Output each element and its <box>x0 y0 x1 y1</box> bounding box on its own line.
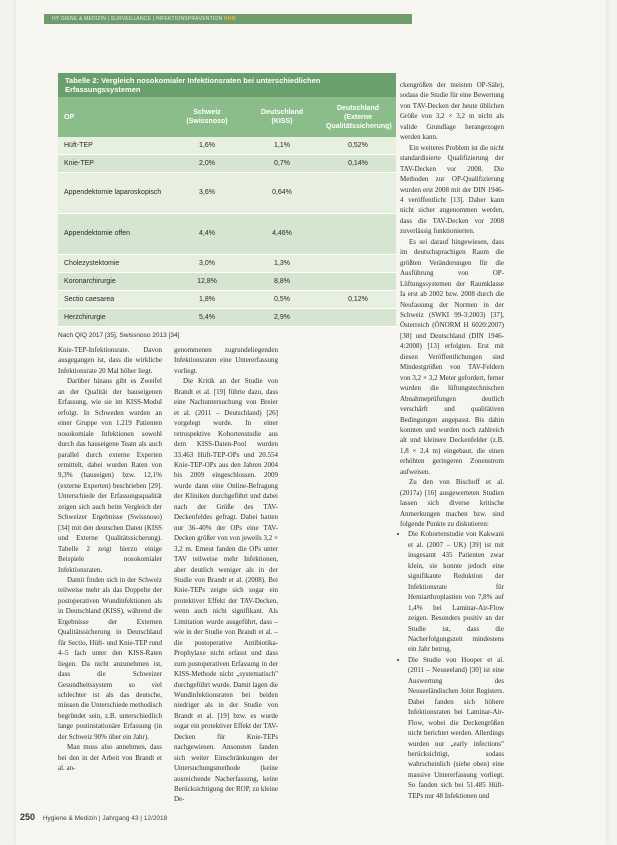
paragraph: Es sei darauf hingewiesen, dass im deutschsprachigen Raum die größten Veränderungen für die Ausführung von OP-Lüftungssystemen der Raumklasse Ia erst ab 2002 bzw. 2008 durch die Neufassung der Normen in der Schweiz (SWKI 99-3:2003) [37], Österreich (ÖNORM H 6020:2007) [38] und Deutschland (DIN 1946-4:2008) [13] erfolgten. Erst mit diesen Veröffentlichungen sind Mindestgrößen von TAV-Feldern von 3,2 × 3,2 Meter gefordert, ferner wurden die lüftungstechnischen Abnahmeprüfungen deutlich verschärft und qualitätiven Bedingungen angepasst. Bis dahin konnten und wurden noch zahlreich alt und kleinere Deckenfelder (z.B. 1,8 × 2,4 m) eingebaut, die einen erhöhten geringeren Zonenstrom aufweisen. <box>400 237 504 476</box>
paragraph: genommenen zugrundeliegenden Infektionsraten eine Untererfassung vorliegt. <box>174 346 278 375</box>
cell-ch: 3,6% <box>199 189 215 196</box>
header-strip-text: HY GIENE & MEDIZIN | SURVEILLANCE | INFEKTIONSPRÄVENTION <box>52 16 223 22</box>
journal-info: Hygiene & Medizin | Jahrgang 43 | 12/2018 <box>42 815 168 822</box>
table-row <box>58 137 396 155</box>
cell-kiss: 0,64% <box>272 189 292 196</box>
cell-kiss: 4,46% <box>272 230 292 237</box>
header-strip <box>44 14 412 24</box>
text-column-3 <box>400 80 504 801</box>
col-header-kiss: Deutschland (KISS) <box>260 109 303 125</box>
table-row <box>58 291 396 309</box>
cell-ext <box>320 232 396 236</box>
table-row <box>58 155 396 173</box>
cell-op: Cholezystektomie <box>64 259 120 267</box>
cell-kiss: 0,5% <box>274 295 290 303</box>
table-header <box>58 97 396 137</box>
cell-ext <box>320 280 396 284</box>
table-row <box>58 173 396 214</box>
page-footer <box>20 812 167 822</box>
cell-op: Knie-TEP <box>64 159 94 167</box>
paragraph: Man muss also annehmen, dass bei den in der Arbeit von Brandt et al. an- <box>58 743 162 773</box>
table-body <box>58 137 396 327</box>
cell-ch: 1,6% <box>199 141 215 149</box>
cell-ch: 12,8% <box>197 277 217 285</box>
table-row <box>58 309 396 327</box>
paragraph: ckengrößen der meisten OP-Säle), sodass die Studie für eine Bewertung von TAV-Decken der heute üblichen Größe von 3,2 × 3,2 m nicht als valide Grundlage herangezogen werden kann. <box>400 81 505 142</box>
cell-ext <box>320 316 396 320</box>
paragraph: Zu den von Bischoff et al. (2017a) [16] ausgewerteten Studien lassen sich diverse kritische Anmerkungen machen bzw. sind folgende Punkte zu diskutieren: <box>400 478 504 529</box>
bullet-list <box>400 529 504 801</box>
text-column-1 <box>58 345 162 774</box>
table-row <box>58 273 396 291</box>
table-row <box>58 214 396 255</box>
col-header-op: OP <box>64 113 75 121</box>
cell-op: Herzchirurgie <box>64 313 106 321</box>
table-source-note: Nach QIQ 2017 [35], Swissnoso 2013 [34] <box>58 332 180 339</box>
cell-ch: 5,4% <box>199 313 215 321</box>
col-header-ext: Deutschland (Externe Qualitätssicherung) <box>326 104 392 130</box>
col-header-ch: Schweiz (Swissnoso) <box>186 109 228 125</box>
cell-ext: 0,12% <box>348 295 368 303</box>
cell-ch: 1,8% <box>199 295 215 303</box>
cell-ch: 2,0% <box>199 159 215 167</box>
list-item: • Die Studie von Hooper et al. (2011 – Neuseeland) [30] ist eine Auswertung des Neuseeländischen Joint Registers. Dabei fanden sich höhere Infektionsraten bei Laminar-Air-Flow, wobei die Deckengrößen nicht berichtet werden. Allerdings wurden nur „early infections" berücksichtigt, sodass wahrscheinlich (siehe oben) eine massive Untererfassung vorliegt. So fanden sich bei 51.485 Hüft-TEPs nur 48 Infektionen und <box>408 655 504 801</box>
cell-kiss: 8,8% <box>274 277 290 285</box>
cell-ch: 4,4% <box>199 230 215 237</box>
comparison-table <box>58 73 396 339</box>
cell-op: Appendektomie offen <box>64 230 131 237</box>
table-title: Tabelle 2: Vergleich nosokomialer Infektionsraten bei unterschiedlichen Erfassungssystemen <box>58 73 396 97</box>
cell-kiss: 1,1% <box>274 141 290 149</box>
paragraph: Knie-TEP-Infektionsrate. Davon ausgegangen ist, dass die wirkliche Infektionsrate 20 Mal höher liegt. <box>58 346 162 375</box>
list-item: • Die Kohortenstudie von Kakwani et al. (2007 – UK) [39] ist mit insgesamt 435 Patienten zwar klein, sie konnte jedoch eine signifikante Reduktion der Infektionsrate für Hemiarthroplastien von 7,8% auf 1,4% bei Laminar-Air-Flow zeigen. Besonders positiv an der Studie ist, dass die Nacherfolgungszeit mindestens ein Jahr betrug. <box>408 529 504 654</box>
cell-op: Hüft-TEP <box>64 141 93 149</box>
paragraph: Darüber hinaus gibt es Zweifel an der Qualität der bauseigenen Erfassung, wie sie im KISS-Modul erfolgt. In Schweden wurden an einer Gruppe von 1.219 Patienten nosokomiale Infektionen sowohl durch das hauseigene Team als auch parallel durch externe Experten ermittelt, dabei wurden Raten von 9,3% (hauseigen) bzw. 12,1% (externe Experten) beschrieben [29]. Unterschiede der Erfassungsqualität zeigen sich auch beim Vergleich der Schweizer Ergebnisse (Swissnoso) [34] mit den deutschen Daten (KISS und Externe Qualitätssicherung). Tabelle 2 zeigt hierzu einige Beispiele nosokomialer Infektionsraten. <box>58 377 162 574</box>
cell-op: Appendektomie laparoskopisch <box>64 189 162 196</box>
cell-ext <box>320 262 396 266</box>
cell-kiss: 0,7% <box>274 159 290 167</box>
page-number: 250 <box>20 812 36 822</box>
cell-ch: 3,0% <box>199 259 215 267</box>
paragraph: Damit finden sich in der Schweiz teilweise mehr als das Doppelte der postoperativen Wundinfektionen als in Deutschland (KISS), während die Ergebnisse der Externen Qualitätssicherung in Deutschland für Sectio, Hüft- und Knie-TEP rund 4–5 fach unter den KISS-Raten liegen. Da nicht anzunehmen ist, dass die Schweizer Gesundheitssystem so viel schlechter ist als das deutsche, müssen die Unterschiede methodisch begründet sein, z.B. unterschiedlich lange postinstationäre Erfassung (in der Schweiz 90% über ein Jahr). <box>58 575 163 741</box>
table-row <box>58 255 396 273</box>
cell-ext: 0,14% <box>348 159 368 167</box>
brand-label: HHM <box>223 16 236 22</box>
cell-ext: 0,52% <box>348 141 368 149</box>
cell-kiss: 1,3% <box>274 259 290 267</box>
paragraph: Ein weiteres Problem ist die nicht standardisierte Qualifizierung der TAV-Decken vor 2008. Die Methoden zur OP-Qualifizierung wurden erst 2008 mit der DIN 1946-4 veröffentlicht [13]. Daher kann nicht sicher angenommen werden, dass die TAV-Decken vor 2008 zuverlässig funktionierten. <box>400 143 504 236</box>
cell-op: Sectio caesarea <box>64 295 115 303</box>
text-column-2 <box>174 345 278 805</box>
paragraph: Die Kritik an der Studie von Brandt et al. [19] führte dazu, dass eine Nachuntersuchung von Breier et al. (2011 – Deutschland) [26] vorgelegt wurde. In einer retrospektive Kohortenstudie aus dem KISS-Daten-Pool wurden 33.463 Hüft-TEP-OPs und 20.554 Knie-TEP-OPs aus den Jahren 2004 bis 2009 eingeschlossen. 2009 wurde dann eine Online-Befragung der Kliniken durchgeführt und dabei nach der Größe des TAV-Deckenfeldes gefragt. Dabei hatten nur 36–40% der OPs eine TAV-Decken größer von von jeweils 3,2 × 3,2 m. Erneut fanden die OPs unter TAV teilweise mehr Infektionen, aber deutlich weniger als in der Studie von Brandt et al. (2008). Bei Knie-TEPs zeigte sich sogar ein protektiver Effekt der TAV-Decken, wenn auch nicht signifikant. Als Limitation wurde ausgeführt, dass – wie in der Studie von Brandt et al. – die postoperative Antibiotika-Prophylaxe nicht erfasst und dass zum postoperativen Erfassung in der KISS-Methode nicht „systematisch" durchgeführt wurde. Damit lagen die Wundinfektionsraten bei beiden niedriger als in der Studie von Brandt et al. [19] bzw. es wurde sogar ein protektiver Effekt der TAV-Decken für Knie-TEPs nachgewiesen. Ansonsten fanden sich weiter Einschränkungen der Untersuchungsmethode (keine ausreichende Nacherfassung, keine Berücksichtigung der ROP, zu kleine De- <box>174 377 278 804</box>
cell-kiss: 2,9% <box>274 313 290 321</box>
cell-op: Koronarchirurgie <box>64 277 116 285</box>
cell-ext <box>320 191 396 195</box>
